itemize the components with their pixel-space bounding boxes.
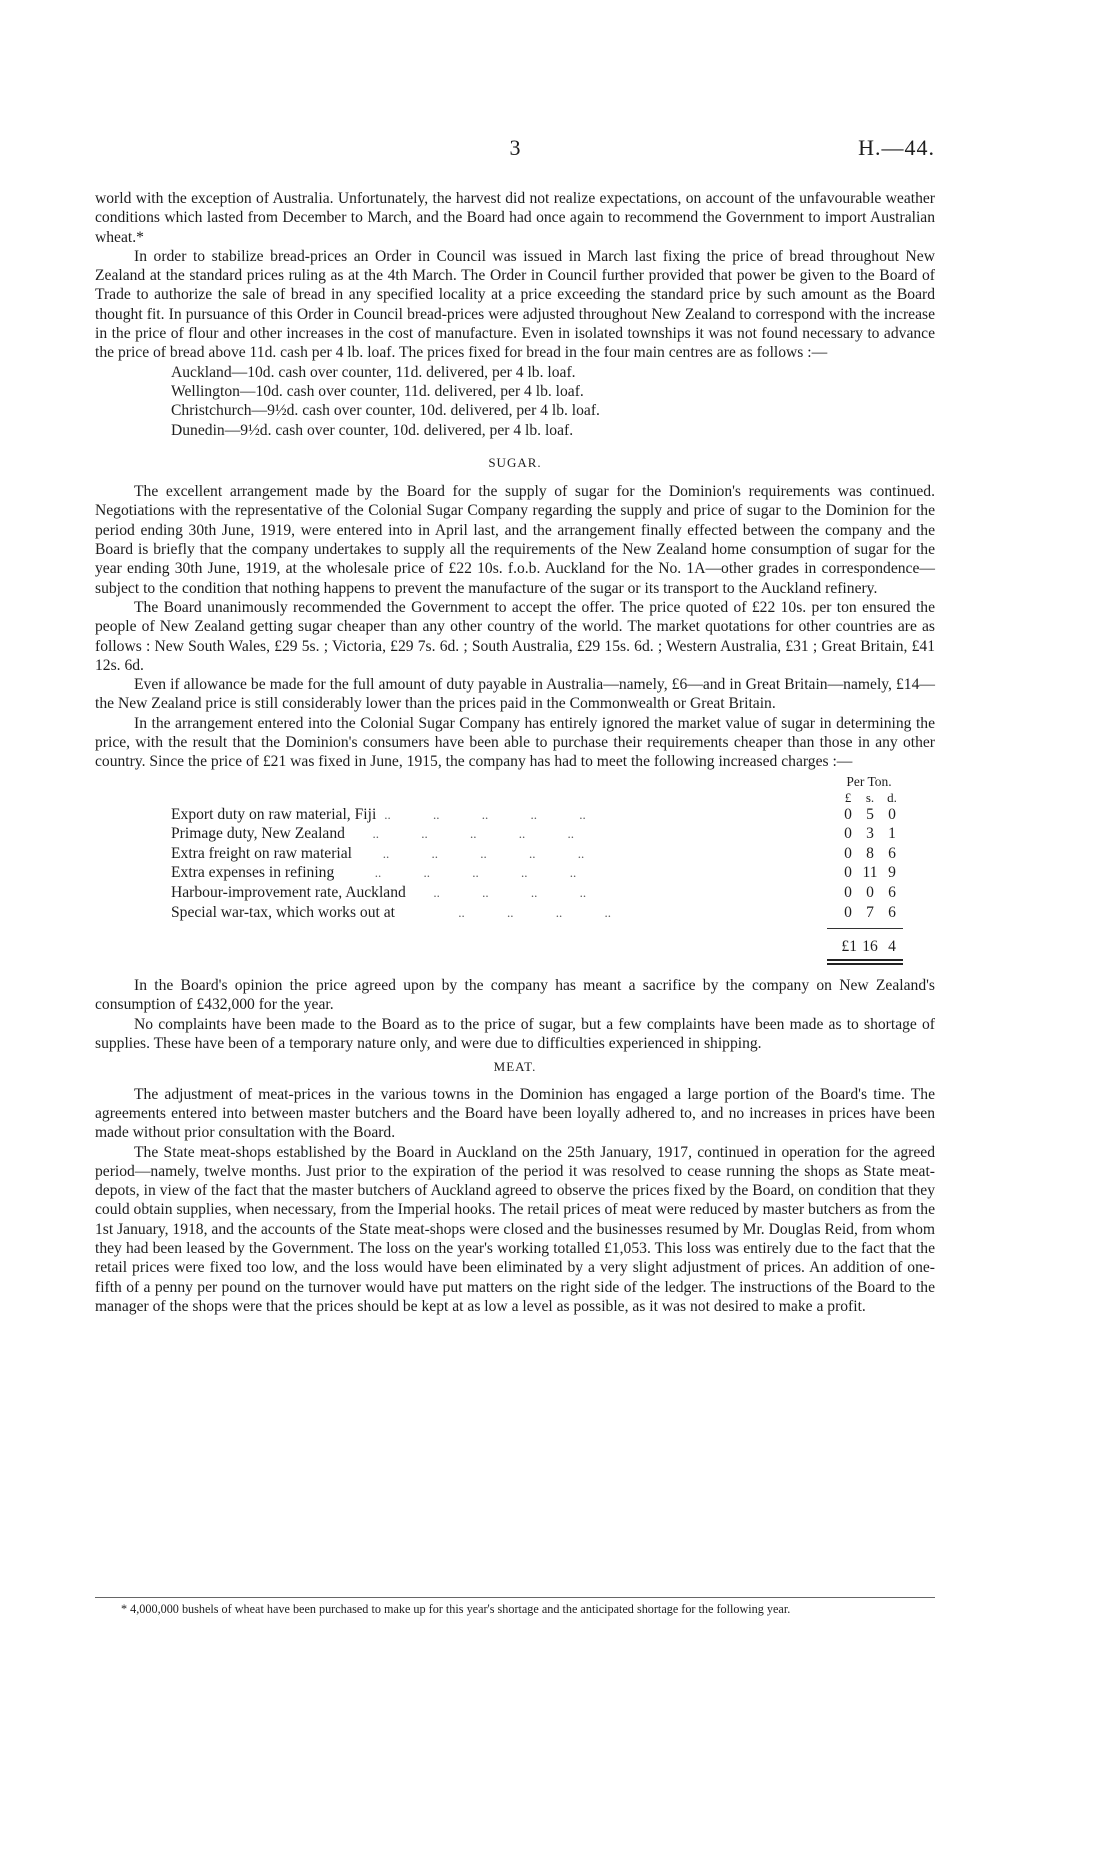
charge-pence: 6: [888, 844, 896, 862]
charge-label: Primage duty, New Zealand: [171, 825, 345, 843]
charge-pence: 9: [888, 864, 896, 882]
table-row: [171, 863, 903, 883]
leader-dots: .. .. .. .. ..: [342, 865, 577, 881]
charge-pounds: 0: [844, 883, 852, 901]
charge-pounds: 0: [844, 864, 852, 882]
bread-price-item: Dunedin—9½d. cash over counter, 10d. delivered, per 4 lb. loaf.: [171, 421, 574, 439]
page-number: 3: [509, 135, 521, 160]
charge-shillings: 5: [866, 805, 874, 823]
leader-dots: .. .. .. .. ..: [352, 826, 574, 842]
charge-shillings: 8: [866, 844, 874, 862]
sugar-paragraph: No complaints have been made to the Board as to the price of sugar, but a few complaints have been made as to shortage of supplies. These have been of a temporary nature only, and were due to difficulties experienced in shipping.: [95, 1015, 935, 1053]
sugar-paragraph: In the arrangement entered into the Colonial Sugar Company has entirely ignored the market value of sugar in determining the price, with the result that the Dominion's consumers have been able to purchase their requirements cheaper than those in any other country. Since the price of £21 was fixed in June, 1915, the company has had to meet the following increased charges :—: [95, 714, 935, 771]
table-row: [171, 903, 903, 923]
sugar-paragraph: The Board unanimously recommended the Government to accept the offer. The price quoted of £22 10s. per ton ensured the people of New Zealand getting sugar cheaper than any other country of the world. The market quotations for other countries are as follows : New South Wales, £29 5s. ; Victoria, £29 7s. 6d. ; South Australia, £29 15s. 6d. ; Western Australia, £31 ; Great Britain, £41 12s. 6d.: [95, 598, 935, 674]
meat-paragraph: The State meat-shops established by the Board in Auckland on the 25th January, 1917, continued in operation for the agreed period—namely, twelve months. Just prior to the expiration of the period it was resolved to cease running the shops as State meat-depots, in view of the fact that the master butchers of Auckland agreed to observe the prices fixed by the Board, on condition that they could obtain supplies, when necessary, from the Imperial hooks. The retail prices of meat were reduced by master butchers as from the 1st January, 1918, and the accounts of the State meat-shops were closed and the businesses resumed by Mr. Douglas Reid, from whom they had been leased by the Government. The loss on the year's working totalled £1,053. This loss was entirely due to the fact that the retail prices were fixed too low, and the loss would have been eliminated by a very slight adjustment of prices. An addition of one-fifth of a penny per pound on the turnover would have put matters on the right side of the ledger. The instructions of the Board to the manager of the shops were that the prices should be kept at as low a level as possible, as it was not desired to make a profit.: [95, 1143, 935, 1315]
leader-dots: .. .. .. ..: [403, 904, 612, 920]
table-row: [171, 805, 903, 825]
table-row: [171, 824, 903, 844]
charge-pounds: 0: [844, 825, 852, 843]
charge-shillings: 3: [866, 825, 874, 843]
charge-pence: 6: [888, 883, 896, 901]
page-header: [95, 135, 935, 165]
charge-shillings: 0: [866, 883, 874, 901]
charge-pounds: 0: [844, 844, 852, 862]
sugar-paragraph: The excellent arrangement made by the Board for the supply of sugar for the Dominion's requirements was continued. Negotiations with the representative of the Colonial Sugar Company regarding the supply and price of sugar to the Dominion for the period ending 30th June, 1919, were entered into in April last, and the arrangement finally effected between the company and the Board is briefly that the company undertakes to supply all the requirements of the New Zealand home consumption of sugar for the year ending 30th June, 1919, at the wholesale price of £22 10s. f.o.b. Auckland for the No. 1A—other grades in correspondence—subject to the condition that nothing happens to prevent the manufacture of the sugar or its transport to the Auckland refinery.: [95, 483, 935, 597]
bread-price-item: Christchurch—9½d. cash over counter, 10d. delivered, per 4 lb. loaf.: [171, 402, 600, 420]
table-row: [171, 844, 903, 864]
bread-price-item: Auckland—10d. cash over counter, 11d. delivered, per 4 lb. loaf.: [171, 363, 576, 381]
unit-header-row: [171, 790, 903, 805]
unit-header: £: [844, 789, 852, 805]
charge-shillings: 11: [862, 864, 878, 882]
unit-header: d.: [887, 789, 897, 805]
total-row: [171, 937, 903, 957]
bread-price-list: [171, 363, 935, 440]
charge-label: Special war-tax, which works out at: [171, 903, 396, 921]
total-shillings: 16: [862, 938, 878, 956]
charge-label: Extra expenses in refining: [171, 864, 335, 882]
total-rule: [827, 928, 903, 937]
charges-table: [171, 774, 903, 966]
table-row: [171, 883, 903, 903]
leader-dots: .. .. .. ..: [413, 884, 587, 900]
intro-paragraph: world with the exception of Australia. Unfortunately, the harvest did not realize expectations, on account of the unfavourable weather conditions which lasted from December to March, and the Board had once again to recommend the Government to import Australian wheat.*: [95, 190, 935, 246]
sugar-paragraph: In the Board's opinion the price agreed upon by the company has meant a sacrifice by the company on New Zealand's consumption of £432,000 for the year.: [95, 977, 935, 1014]
page-body: [95, 189, 935, 1316]
charges-column-header: Per Ton.: [846, 773, 892, 789]
footnote-rule: [95, 1597, 935, 1598]
intro-paragraph: In order to stabilize bread-prices an Order in Council was issued in March last fixing the price of bread throughout New Zealand at the standard prices ruling as at the 4th March. The Order in Council further provided that power be given to the Board of Trade to authorize the sale of bread in any specified locality at a price exceeding the standard price by such amount as the Board thought fit. In pursuance of this Order in Council bread-prices were adjusted throughout New Zealand to correspond with the increase in the price of flour and other increases in the cost of manufacture. Even in isolated townships it was not found necessary to advance the price of bread above 11d. cash per 4 lb. loaf. The prices fixed for bread in the four main centres are as follows :—: [95, 247, 935, 362]
footnote: [95, 1601, 935, 1617]
series-number: H.—44.: [858, 135, 935, 160]
leader-dots: .. .. .. .. ..: [384, 806, 586, 822]
leader-dots: .. .. .. .. ..: [359, 845, 585, 861]
charge-label: Extra freight on raw material: [171, 844, 352, 862]
charge-pence: 1: [888, 825, 896, 843]
unit-header: s.: [865, 789, 875, 805]
total-pence: 4: [888, 938, 896, 956]
charge-pounds: 0: [844, 805, 852, 823]
charge-pence: 0: [888, 805, 896, 823]
charge-label: Export duty on raw material, Fiji: [171, 805, 377, 823]
charge-label: Harbour-improvement rate, Auckland: [171, 883, 406, 901]
section-heading-meat: MEAT.: [493, 1059, 537, 1075]
charge-pence: 6: [888, 903, 896, 921]
sugar-paragraph: Even if allowance be made for the full amount of duty payable in Australia—namely, £6—and in Great Britain—namely, £14—the New Zealand price is still considerably lower than the prices paid in the Commonwealth or Great Britain.: [95, 676, 935, 713]
total-double-rule: [827, 959, 903, 965]
footnote-text: * 4,000,000 bushels of wheat have been purchased to make up for this year's shortage and the anticipated shortage for the following year.: [121, 1602, 791, 1616]
bread-price-item: Wellington—10d. cash over counter, 11d. delivered, per 4 lb. loaf.: [171, 382, 584, 400]
charge-pounds: 0: [844, 903, 852, 921]
charge-shillings: 7: [866, 903, 874, 921]
section-heading-sugar: SUGAR.: [488, 454, 542, 470]
total-pounds: £1: [841, 938, 857, 956]
meat-paragraph: The adjustment of meat-prices in the various towns in the Dominion has engaged a large portion of the Board's time. The agreements entered into between master butchers and the Board have been loyally adhered to, and no increases in prices have been made without prior consultation with the Board.: [95, 1085, 935, 1142]
